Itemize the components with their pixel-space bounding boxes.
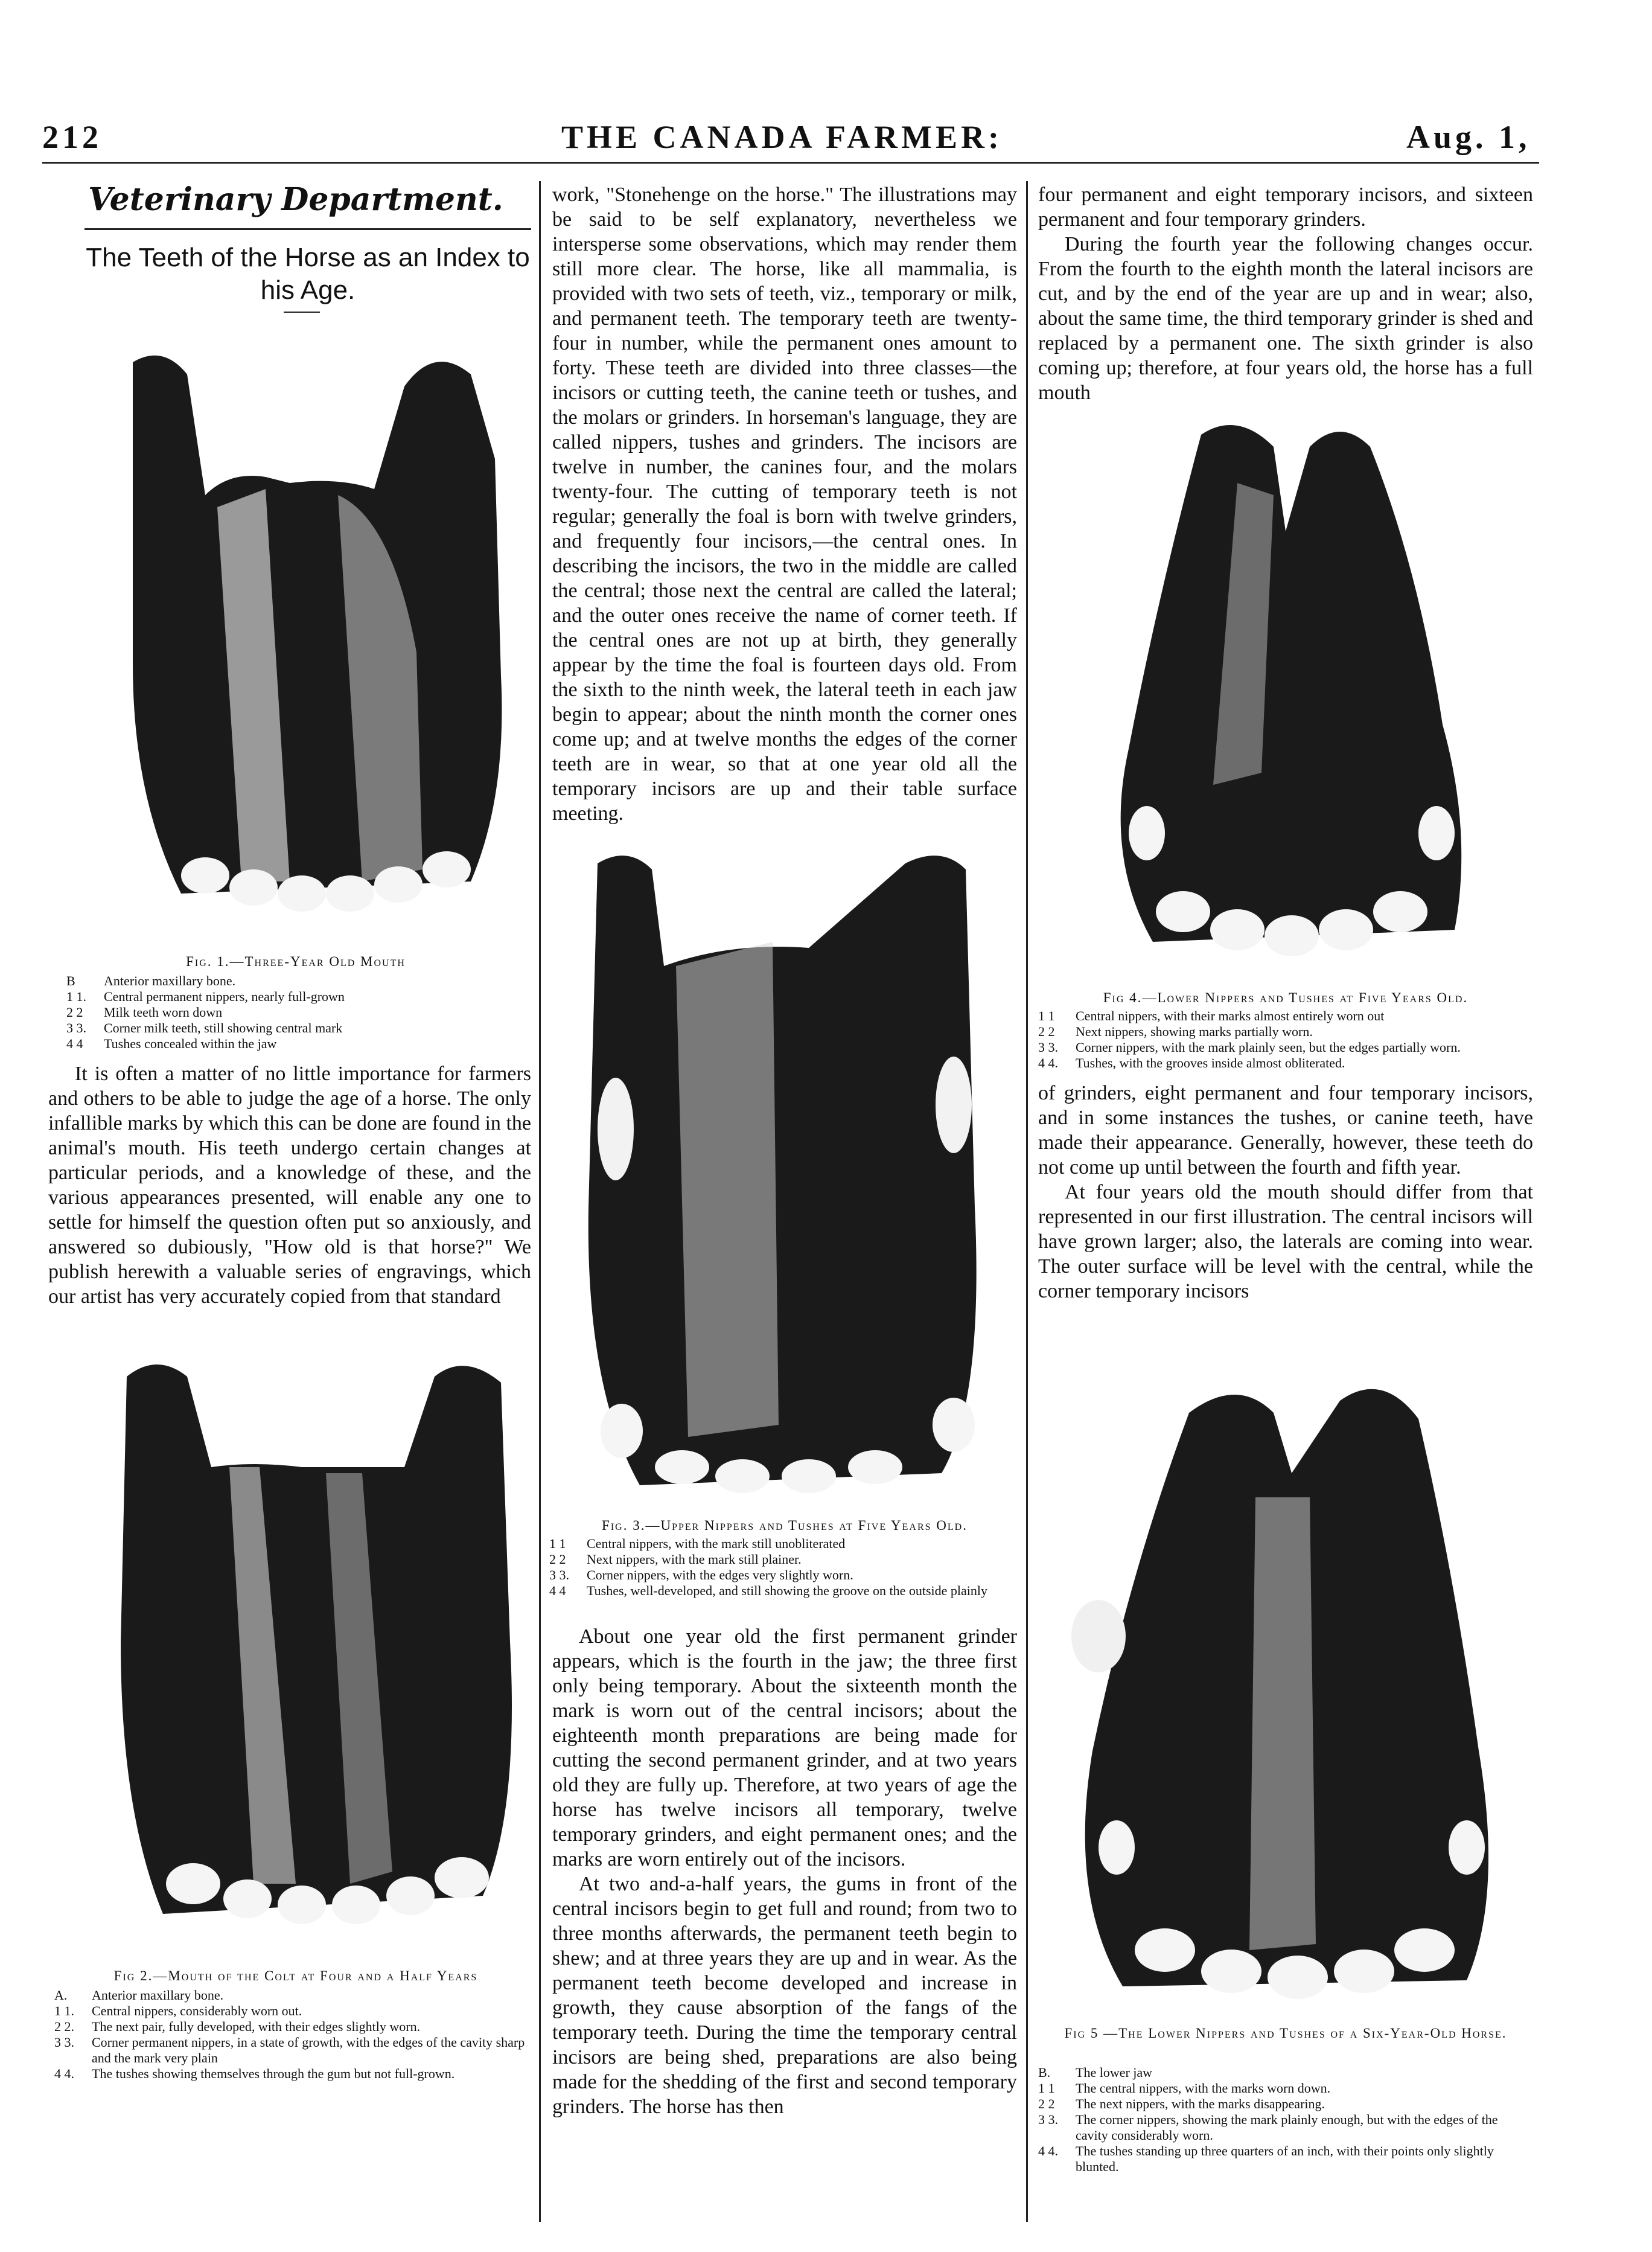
masthead: THE CANADA FARMER:	[561, 119, 1003, 155]
legend-key: A.	[54, 1988, 68, 2003]
legend-key: 2 2	[66, 1005, 83, 1020]
legend-row	[66, 1020, 537, 1036]
legend-text: Milk teeth worn down	[104, 1005, 223, 1020]
legend-key: 4 4.	[54, 2066, 74, 2081]
legend-row	[549, 1552, 1020, 1567]
figure-5-six-year-lower-nippers	[1056, 1377, 1515, 2010]
legend-key: 2 2	[1038, 1024, 1055, 1039]
legend-key: B.	[1038, 2065, 1051, 2080]
figure-3-upper-nippers	[579, 845, 990, 1497]
legend-key: 3 3.	[1038, 2112, 1058, 2127]
legend-text: Central nippers, with their marks almost entirely worn out	[1076, 1008, 1385, 1023]
legend-key: 1 1	[549, 1536, 566, 1551]
legend-key: 4 4	[66, 1036, 83, 1051]
article-title: The Teeth of the Horse as an Index to his Age.	[86, 243, 530, 305]
figure-5-caption: Fig 5 —The Lower Nippers and Tushes of a Six-Year-Old Horse.	[1064, 2026, 1507, 2041]
legend-key: 2 2	[549, 1552, 566, 1567]
legend-row	[54, 2003, 537, 2019]
column-rule-1	[539, 181, 541, 2222]
column-2-text-bottom	[552, 1624, 1017, 2119]
legend-text: The tushes showing themselves through the gum but not full-grown.	[92, 2066, 455, 2081]
legend-text: The central nippers, with the marks worn down.	[1076, 2081, 1331, 2096]
legend-text: The next pair, fully developed, with their edges slightly worn.	[92, 2019, 421, 2034]
figure-1-three-year-mouth	[109, 338, 525, 930]
figure-5-legend	[1038, 2065, 1533, 2175]
legend-text: The tushes standing up three quarters of an inch, with their points only slightly blunted.	[1076, 2143, 1494, 2174]
legend-key: 4 4.	[1038, 1055, 1058, 1070]
paragraph: During the fourth year the following changes occur. From the fourth to the eighth month the lateral incisors are cut, and by the end of the year are up and in wear; also, about the same time, the third temporary grinder is shed and replaced by a permanent one. The sixth grinder is also coming up; therefore, at four years old, the horse has a full mouth	[1038, 233, 1533, 404]
legend-text: Corner milk teeth, still showing central mark	[104, 1020, 343, 1035]
issue-date: Aug. 1,	[1406, 119, 1531, 155]
legend-row	[54, 2019, 537, 2035]
figure-2-colt-mouth	[109, 1352, 525, 1944]
legend-row	[1038, 2081, 1533, 2096]
figure-3-caption: Fig. 3.—Upper Nippers and Tushes at Five Years Old.	[602, 1518, 968, 1533]
legend-row	[549, 1536, 1020, 1552]
legend-key: 1 1	[1038, 1008, 1055, 1023]
legend-row	[1038, 2065, 1533, 2081]
legend-key: 3 3.	[66, 1020, 86, 1035]
legend-text: Corner nippers, with the edges very slightly worn.	[587, 1567, 853, 1582]
legend-key: 2 2.	[54, 2019, 74, 2034]
legend-text: Central nippers, with the mark still unobliterated	[587, 1536, 846, 1551]
legend-row	[549, 1583, 1020, 1599]
fig1-illustration	[109, 338, 525, 930]
paragraph: four permanent and eight temporary incisors, and sixteen permanent and four temporary grinders.	[1038, 184, 1533, 231]
legend-row	[1038, 2143, 1533, 2175]
figure-2-caption: Fig 2.—Mouth of the Colt at Four and a Half Years	[113, 1968, 478, 1983]
legend-key: B	[66, 973, 75, 988]
figure-1-legend	[66, 973, 537, 1052]
legend-key: 3 3.	[54, 2035, 74, 2050]
legend-key: 3 3.	[549, 1567, 569, 1582]
figure-2-legend	[54, 1988, 537, 2082]
legend-text: Next nippers, with the mark still plainer.	[587, 1552, 802, 1567]
figure-4-lower-nippers	[1080, 411, 1497, 978]
legend-row	[54, 1988, 537, 2003]
column-2-text-top	[552, 182, 1017, 826]
legend-row	[1038, 1024, 1533, 1040]
department-heading: Veterinary Department.	[88, 181, 503, 218]
legend-text: Tushes concealed within the jaw	[104, 1036, 277, 1051]
fig2-illustration	[109, 1352, 525, 1944]
legend-row	[54, 2066, 537, 2082]
fig4-illustration	[1080, 411, 1497, 978]
legend-text: Tushes, with the grooves inside almost obliterated.	[1076, 1055, 1345, 1070]
fig5-illustration	[1056, 1377, 1515, 2010]
header-rule	[42, 162, 1539, 164]
column-3-text-middle	[1038, 1081, 1533, 1304]
legend-key: 4 4.	[1038, 2143, 1058, 2158]
paragraph: At two and-a-half years, the gums in front of the central incisors begin to get full and round; from two to three months afterwards, the permanent teeth begin to shew; and at three years they are up and in wear. As the permanent teeth become developed and increase in growth, they cause absorption of the fangs of the temporary teeth. During the time the temporary central incisors are being shed, preparations are also being made for the shedding of the first and second temporary grinders. The horse has then	[552, 1873, 1017, 2118]
legend-row	[66, 989, 537, 1005]
legend-text: Central permanent nippers, nearly full-grown	[104, 989, 345, 1004]
legend-row	[54, 2035, 537, 2066]
figure-1-caption: Fig. 1.—Three-Year Old Mouth	[186, 954, 406, 969]
legend-key: 1 1	[1038, 2081, 1055, 2096]
page-number: 212	[42, 119, 102, 155]
legend-text: Next nippers, showing marks partially worn.	[1076, 1024, 1313, 1039]
paragraph: About one year old the first permanent grinder appears, which is the fourth in the jaw; the three first only being temporary. About the sixteenth month the mark is worn out of the central incisors; about the eighteenth month preparations are being made for cutting the second permanent grinder, and at two years old they are fully up. Therefore, at two years of age the horse has twelve incisors all temporary, twelve temporary grinders, and eight permanent ones; and the marks are worn entirely out of the incisors.	[552, 1625, 1017, 1870]
legend-text: The lower jaw	[1076, 2065, 1153, 2080]
legend-text: The next nippers, with the marks disappearing.	[1076, 2096, 1325, 2111]
figure-4-caption: Fig 4.—Lower Nippers and Tushes at Five Years Old.	[1103, 990, 1469, 1005]
legend-row	[66, 973, 537, 989]
legend-row	[1038, 2112, 1533, 2143]
legend-row	[1038, 1055, 1533, 1071]
legend-text: Corner permanent nippers, in a state of growth, with the edges of the cavity sharp and the mark very plain	[92, 2035, 525, 2065]
paragraph: At four years old the mouth should differ from that represented in our first illustration. The central incisors will have grown larger; also, the laterals are coming into wear. The outer surface will be level with the central, while the corner temporary incisors	[1038, 1181, 1533, 1302]
legend-row	[66, 1036, 537, 1052]
legend-text: Tushes, well-developed, and still showing the groove on the outside plainly	[587, 1583, 987, 1598]
title-rule	[284, 312, 320, 313]
legend-text: The corner nippers, showing the mark plainly enough, but with the edges of the cavity considerably worn.	[1076, 2112, 1498, 2143]
legend-text: Anterior maxillary bone.	[104, 973, 236, 988]
legend-key: 2 2	[1038, 2096, 1055, 2111]
legend-text: Corner nippers, with the mark plainly seen, but the edges partially worn.	[1076, 1040, 1461, 1055]
legend-key: 1 1.	[66, 989, 86, 1004]
paragraph: It is often a matter of no little importance for farmers and others to be able to judge the age of a horse. The only infallible marks by which this can be done are found in the animal's mouth. His teeth undergo certain changes at particular periods, and a knowledge of these, and the various appearances presented, will enable any one to settle for himself the question often put so anxiously, and answered so dubiously, "How old is that horse?" We publish herewith a valuable series of engravings, which our artist has very accurately copied from that standard	[48, 1063, 531, 1308]
fig3-illustration	[579, 845, 990, 1497]
column-1-text	[48, 1061, 531, 1309]
legend-row	[66, 1005, 537, 1020]
legend-key: 4 4	[549, 1583, 566, 1598]
paragraph: work, "Stonehenge on the horse." The illustrations may be said to be self explanatory, nevertheless we intersperse some observations, which may render them still more clear. The horse, like all mammalia, is provided with two sets of teeth, viz., temporary or milk, and permanent teeth. The temporary teeth are twenty-four in number, while the permanent ones amount to forty. These teeth are divided into three classes—the incisors or cutting teeth, the canine teeth or tushes, and the molars or grinders. In horseman's language, they are called nippers, tushes and grinders. The incisors are twelve in number, the canines four, and the molars twenty-four. The cutting of temporary teeth is not regular; generally the foal is born with twelve grinders, and frequently four incisors,—the central ones. In describing the incisors, the two in the middle are called the central; those next the central are called the lateral; and the outer ones receive the name of corner teeth. If the central ones are not up at birth, they generally appear by the time the foal is fourteen days old. From the sixth to the ninth week, the lateral teeth in each jaw begin to appear; about the ninth month the corner ones come up; and at twelve months the edges of the corner teeth are in wear, so that at one year old all the temporary incisors are up and their table surface meeting.	[552, 184, 1017, 825]
legend-key: 1 1.	[54, 2003, 74, 2018]
figure-4-legend	[1038, 1008, 1533, 1071]
paragraph: of grinders, eight permanent and four temporary incisors, and in some instances the tushes, or canine teeth, have made their appearance. Generally, however, these teeth do not come up until between the fourth and fifth year.	[1038, 1082, 1533, 1179]
department-rule	[85, 228, 531, 230]
legend-text: Anterior maxillary bone.	[92, 1988, 224, 2003]
column-rule-2	[1026, 181, 1028, 2222]
figure-3-legend	[549, 1536, 1020, 1599]
column-3-text-top	[1038, 182, 1533, 405]
legend-row	[549, 1567, 1020, 1583]
legend-text: Central nippers, considerably worn out.	[92, 2003, 302, 2018]
legend-row	[1038, 1040, 1533, 1055]
legend-row	[1038, 2096, 1533, 2112]
legend-row	[1038, 1008, 1533, 1024]
legend-key: 3 3.	[1038, 1040, 1058, 1055]
